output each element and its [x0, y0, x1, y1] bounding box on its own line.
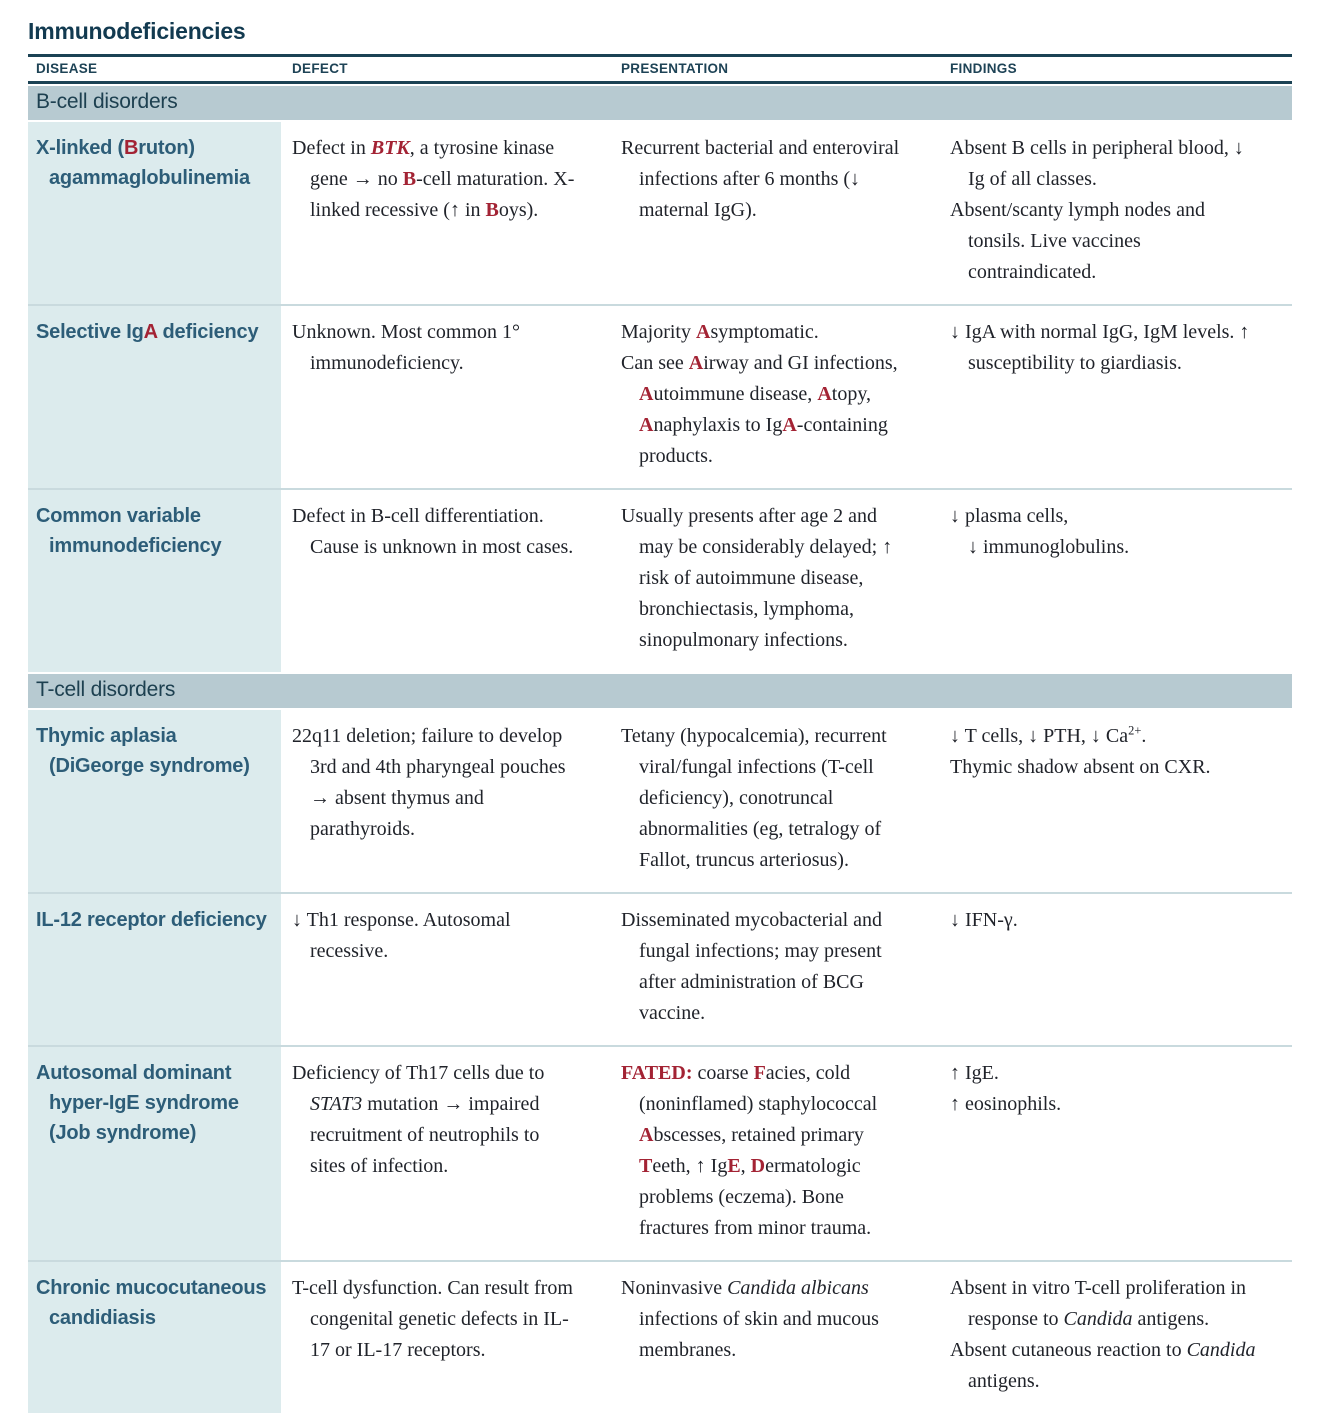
text-run: 22q11 deletion; failure to develop 3rd and 4th pharyngeal pouches → absent thymus and parathyroids.: [292, 725, 566, 840]
text-run: A: [782, 414, 797, 436]
text-run: topy,: [831, 383, 872, 405]
table-header: [28, 54, 1292, 84]
paragraph: [950, 532, 1258, 563]
text-run: Noninvasive: [621, 1277, 728, 1299]
text-run: ↓ IFN-γ.: [950, 909, 1018, 931]
cell-defect: [281, 894, 610, 1045]
text-run: ↓ plasma cells,: [950, 505, 1069, 527]
text-run: ,: [740, 1155, 751, 1177]
paragraph: [950, 1058, 1258, 1089]
text-run: A: [639, 1124, 654, 1146]
text-run: infections of skin and mucous membranes.: [639, 1308, 879, 1361]
text-run: Autosomal dominant hyper-IgE syndrome (Job syndrome): [36, 1062, 239, 1144]
text-run: antigens.: [1132, 1308, 1210, 1330]
paragraph: [36, 501, 271, 561]
text-run: ↓ immunoglobulins.: [968, 536, 1130, 558]
table-row: [28, 708, 1292, 892]
cell-presentation: [610, 1047, 940, 1260]
text-run: Absent/scanty lymph nodes and tonsils. Live vaccines contraindicated.: [950, 199, 1205, 283]
paragraph: [292, 905, 578, 967]
text-run: Absent cutaneous reaction to: [950, 1339, 1187, 1361]
text-run: BTK: [370, 137, 410, 159]
paragraph: [621, 133, 916, 226]
cell-presentation: [610, 122, 940, 304]
text-run: ↓ IgA with normal IgG, IgM levels. ↑ susceptibility to giardiasis.: [950, 321, 1250, 374]
paragraph: [36, 1058, 271, 1148]
cell-findings: [940, 710, 1292, 892]
text-run: A: [817, 383, 832, 405]
cell-disease: [28, 710, 281, 892]
cell-findings: [940, 122, 1292, 304]
paragraph: [292, 1273, 578, 1366]
text-run: Usually presents after age 2 and may be considerably delayed; ↑ risk of autoimmune disease, bronchiectasis, lymphoma, sinopulmonary infections.: [621, 505, 893, 651]
text-run: ruton) agammaglobulinemia: [49, 137, 250, 189]
column-header-defect: DEFECT: [292, 61, 348, 76]
table-row: [28, 120, 1292, 304]
cell-disease: [28, 306, 281, 488]
text-run: Candida albicans: [727, 1277, 869, 1299]
cell-defect: [281, 1262, 610, 1413]
text-run: utoimmune disease,: [653, 383, 818, 405]
text-run: Defect in B-cell differentiation. Cause is unknown in most cases.: [292, 505, 574, 558]
paragraph: [950, 501, 1258, 532]
text-run: Deficiency of Th17 cells due to: [292, 1062, 545, 1084]
cell-findings: [940, 1047, 1292, 1260]
text-run: coarse: [692, 1062, 754, 1084]
text-run: acies, cold (noninflamed) staphylococcal: [639, 1062, 878, 1115]
cell-findings: [940, 894, 1292, 1045]
text-run: -containing products.: [639, 414, 888, 467]
text-run: ermatologic problems (eczema). Bone fractures from minor trauma.: [639, 1155, 872, 1239]
text-run: oys).: [498, 199, 539, 221]
table-row: [28, 488, 1292, 672]
paragraph: [950, 195, 1258, 288]
paragraph: [621, 317, 916, 348]
paragraph: [36, 721, 271, 781]
paragraph: [292, 133, 578, 226]
text-run: -cell maturation. X-linked recessive (↑ in: [310, 168, 575, 221]
text-run: Thymic aplasia (DiGeorge syndrome): [36, 725, 250, 777]
text-run: Tetany (hypocalcemia), recurrent viral/fungal infections (T-cell deficiency), conotruncal abnormalities (eg, tetralogy of Fallot, truncus arteriosus).: [621, 725, 887, 871]
paragraph: [621, 721, 916, 876]
cell-defect: [281, 122, 610, 304]
paragraph: [621, 1058, 916, 1244]
text-run: Absent in vitro T-cell proliferation in response to: [950, 1277, 1247, 1330]
text-run: Chronic mucocutaneous candidiasis: [36, 1277, 267, 1329]
paragraph: [950, 317, 1258, 379]
table-row: [28, 1045, 1292, 1260]
cell-presentation: [610, 1262, 940, 1413]
paragraph: [621, 348, 916, 472]
text-run: Unknown. Most common 1° immunodeficiency.: [292, 321, 520, 374]
cell-presentation: [610, 710, 940, 892]
text-run: Majority: [621, 321, 696, 343]
text-run: IL-12 receptor deficiency: [36, 909, 267, 931]
cell-disease: [28, 1047, 281, 1260]
cell-presentation: [610, 894, 940, 1045]
text-run: T: [639, 1155, 653, 1177]
paragraph: [621, 501, 916, 656]
paragraph: [621, 905, 916, 1029]
paragraph: [36, 905, 271, 935]
paragraph: [621, 1273, 916, 1366]
text-run: A: [143, 321, 158, 343]
paragraph: [950, 1089, 1258, 1120]
text-run: ↑ IgE.: [950, 1062, 999, 1084]
table-row: [28, 892, 1292, 1045]
paragraph: [292, 317, 578, 379]
text-run: A: [639, 383, 654, 405]
text-run: A: [688, 352, 704, 374]
column-header-findings: FINDINGS: [950, 61, 1017, 76]
text-run: A: [639, 414, 654, 436]
text-run: Can see: [621, 352, 689, 374]
text-run: B: [124, 137, 139, 159]
text-run: Thymic shadow absent on CXR.: [950, 756, 1211, 778]
text-run: eeth, ↑ Ig: [652, 1155, 728, 1177]
text-run: bscesses, retained primary: [653, 1124, 864, 1146]
text-run: A: [696, 321, 711, 343]
column-header-disease: DISEASE: [36, 61, 98, 76]
paragraph: [950, 752, 1258, 783]
text-run: antigens.: [968, 1370, 1040, 1392]
text-run: Common variable immunodeficiency: [36, 505, 222, 557]
paragraph: [36, 317, 271, 347]
cell-defect: [281, 306, 610, 488]
text-run: Candida: [1186, 1339, 1256, 1361]
column-header-presentation: PRESENTATION: [621, 61, 729, 76]
cell-findings: [940, 1262, 1292, 1413]
cell-disease: [28, 122, 281, 304]
text-run: ↓ Th1 response. Autosomal recessive.: [292, 909, 511, 962]
text-run: Recurrent bacterial and enteroviral infections after 6 months (↓ maternal IgG).: [621, 137, 900, 221]
section-header: [28, 674, 1292, 708]
text-run: E: [727, 1155, 741, 1177]
text-run: 2+: [1128, 723, 1142, 738]
text-run: X-linked (: [36, 137, 125, 159]
paragraph: [950, 905, 1258, 936]
cell-disease: [28, 1262, 281, 1413]
cell-defect: [281, 710, 610, 892]
table-row: [28, 304, 1292, 488]
paragraph: [292, 1058, 578, 1182]
text-run: FATED:: [621, 1062, 693, 1084]
section-header-label: B-cell disorders: [36, 90, 178, 113]
text-run: F: [753, 1062, 766, 1084]
text-run: Absent B cells in peripheral blood, ↓ Ig of all classes.: [950, 137, 1244, 190]
immunodeficiencies-table: [28, 54, 1292, 1413]
cell-findings: [940, 490, 1292, 672]
text-run: D: [750, 1155, 766, 1177]
text-run: Defect in: [292, 137, 371, 159]
paragraph: [950, 721, 1258, 752]
text-run: deficiency: [157, 321, 259, 343]
text-run: ↑ eosinophils.: [950, 1093, 1062, 1115]
text-run: B: [485, 199, 499, 221]
table-row: [28, 1260, 1292, 1413]
paragraph: [950, 133, 1258, 195]
text-run: T-cell dysfunction. Can result from congenital genetic defects in IL-17 or IL-17 receptors.: [292, 1277, 573, 1361]
text-run: STAT3: [310, 1093, 363, 1115]
paragraph: [292, 501, 578, 563]
text-run: B: [402, 168, 417, 190]
paragraph: [36, 133, 271, 193]
page-title: Immunodeficiencies: [28, 18, 246, 44]
cell-presentation: [610, 306, 940, 488]
table-body: [28, 86, 1292, 1413]
cell-disease: [28, 894, 281, 1045]
cell-defect: [281, 1047, 610, 1260]
text-run: Selective Ig: [36, 321, 144, 343]
text-run: irway and GI infections,: [703, 352, 898, 374]
text-run: , a tyrosine kinase gene → no: [310, 137, 555, 190]
paragraph: [292, 721, 578, 845]
text-run: Candida: [1063, 1308, 1133, 1330]
cell-defect: [281, 490, 610, 672]
text-run: ↓ T cells, ↓ PTH, ↓ Ca: [950, 725, 1129, 747]
section-header: [28, 86, 1292, 120]
text-run: symptomatic.: [710, 321, 819, 343]
text-run: naphylaxis to Ig: [653, 414, 783, 436]
text-run: mutation → impaired recruitment of neutrophils to sites of infection.: [310, 1093, 540, 1177]
cell-findings: [940, 306, 1292, 488]
cell-disease: [28, 490, 281, 672]
paragraph: [36, 1273, 271, 1333]
paragraph: [950, 1335, 1258, 1397]
paragraph: [950, 1273, 1258, 1335]
section-header-label: T-cell disorders: [36, 678, 176, 701]
text-run: Disseminated mycobacterial and fungal infections; may present after administration of BCG vaccine.: [621, 909, 883, 1024]
cell-presentation: [610, 490, 940, 672]
text-run: .: [1141, 725, 1147, 747]
